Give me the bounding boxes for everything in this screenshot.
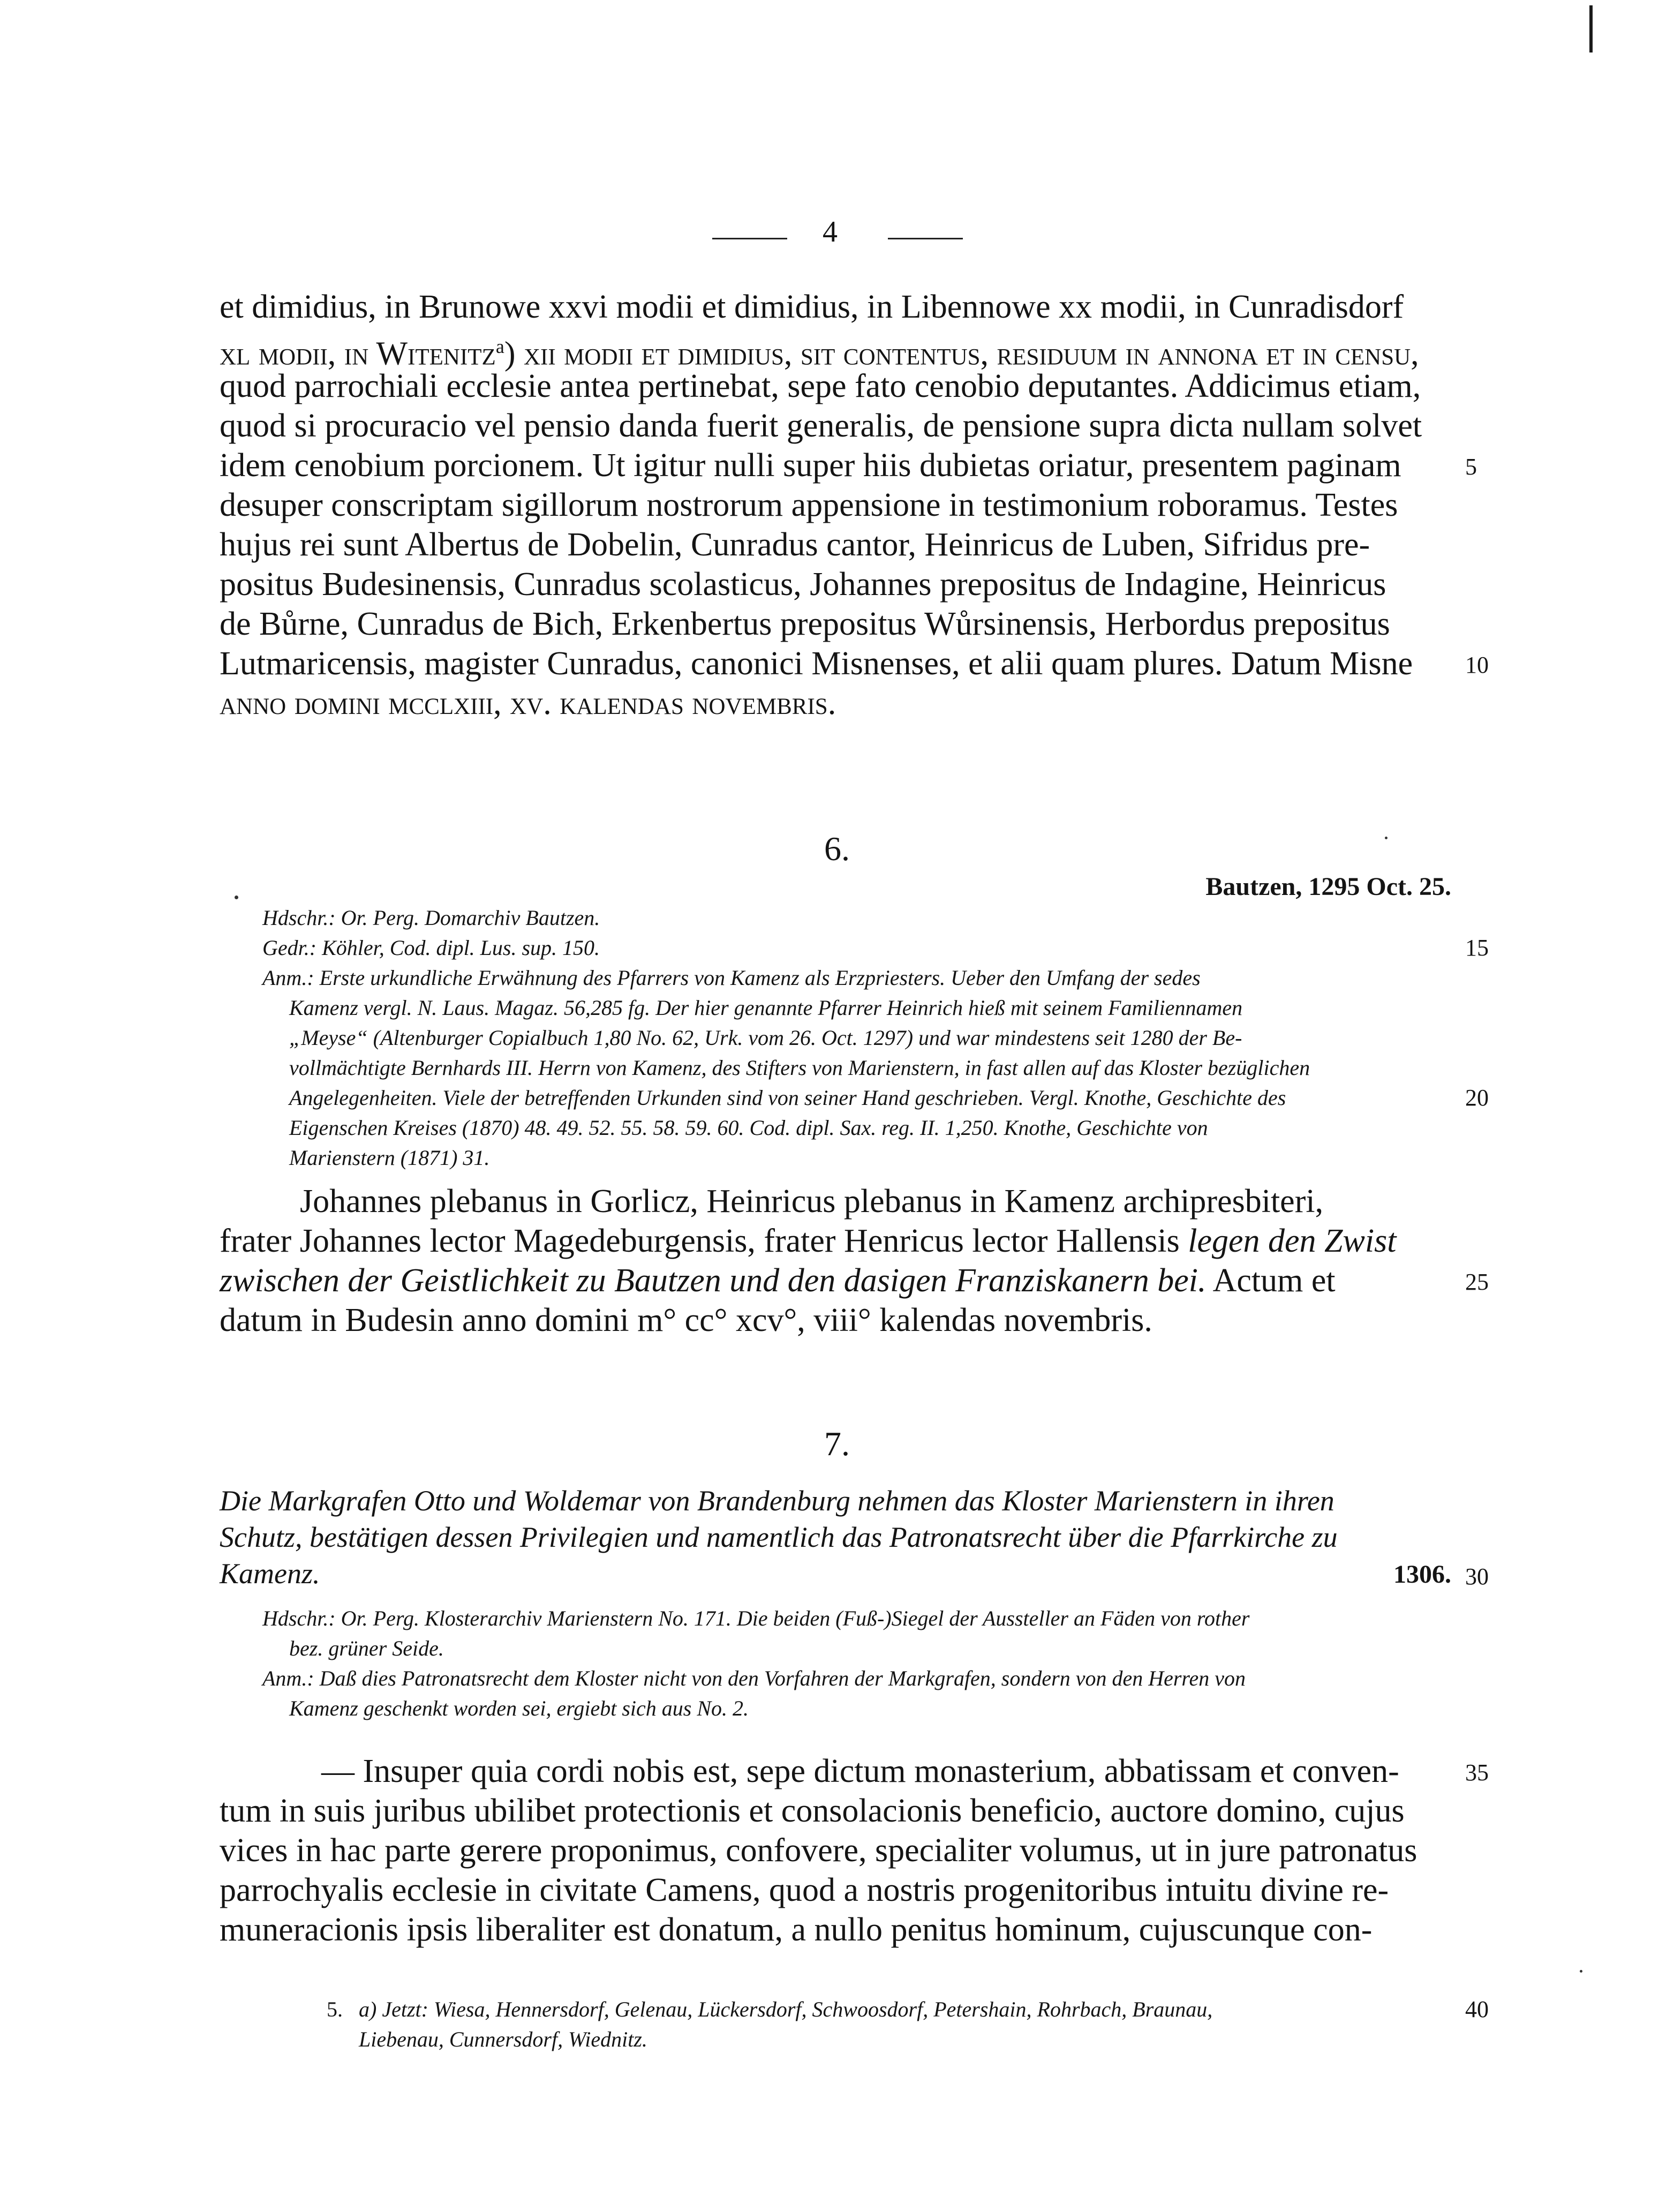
margin-line-number: 30 xyxy=(1465,1563,1489,1590)
regest-line: Die Markgrafen Otto und Woldemar von Brandenburg nehmen das Kloster Marienstern in ihren xyxy=(220,1485,1334,1517)
text-line: Lutmaricensis, magister Cunradus, canonici Misnenses, et alii quam plures. Datum Misne xyxy=(220,645,1413,682)
regest-line: Kamenz. xyxy=(220,1558,320,1590)
text-line: de Bůrne, Cunradus de Bich, Erkenbertus prepositus Wůrsinensis, Herbordus prepositus xyxy=(220,606,1390,642)
text-line: desuper conscriptam sigillorum nostrorum appensione in testimonium roboramus. Testes xyxy=(220,487,1398,523)
document-year: 1306. xyxy=(1393,1560,1451,1589)
print-speck xyxy=(1385,837,1388,839)
note-line: Hdschr.: Or. Perg. Domarchiv Bautzen. xyxy=(262,906,600,930)
note-line: Hdschr.: Or. Perg. Klosterarchiv Marienstern No. 171. Die beiden (Fuß-)Siegel der Aussteller an Fäden von rother xyxy=(262,1606,1250,1630)
text-segment: xl modii, in Witenitz xyxy=(220,335,496,372)
text-line: datum in Budesin anno domini m° cc° xcv°, viii° kalendas novembris. xyxy=(220,1302,1152,1338)
document-number: 6. xyxy=(824,830,850,868)
text-line: idem cenobium porcionem. Ut igitur nulli super hiis dubietas oriatur, presentem paginam xyxy=(220,447,1401,484)
text-line xyxy=(220,1261,1336,1300)
text-line: tum in suis juribus ubilibet protectionis et consolacionis beneficio, auctore domino, cujus xyxy=(220,1793,1405,1829)
margin-line-number: 35 xyxy=(1465,1759,1489,1786)
note-line: Marienstern (1871) 31. xyxy=(289,1146,490,1170)
text-segment: frater Johannes lector Magedeburgensis, frater Henricus lector Hallensis xyxy=(220,1223,1180,1259)
page-number-header xyxy=(0,213,1674,251)
text-line: quod si procuracio vel pensio danda fuerit generalis, de pensione supra dicta nullam solvet xyxy=(220,408,1422,444)
margin-line-number: 10 xyxy=(1465,652,1489,678)
text-line: Johannes plebanus in Gorlicz, Heinricus plebanus in Kamenz archipresbiteri, xyxy=(300,1183,1324,1220)
margin-line-number: 40 xyxy=(1465,1996,1489,2022)
regest-line: Schutz, bestätigen dessen Privilegien und namentlich das Patronatsrecht über die Pfarrkirche zu xyxy=(220,1521,1338,1553)
footnote-marker: a xyxy=(495,336,504,357)
document-number: 7. xyxy=(824,1425,850,1463)
note-line: bez. grüner Seide. xyxy=(289,1636,444,1660)
text-line: et dimidius, in Brunowe xxvi modii et dimidius, in Libennowe xx modii, in Cunradisdorf xyxy=(220,289,1404,325)
text-line: parrochyalis ecclesie in civitate Camens, quod a nostris progenitoribus intuitu divine re- xyxy=(220,1872,1389,1908)
print-speck xyxy=(1580,1970,1582,1973)
footnote-line: Liebenau, Cunnersdorf, Wiednitz. xyxy=(359,2027,647,2051)
text-line xyxy=(220,1221,1396,1261)
text-line: quod parrochiali ecclesie antea pertinebat, sepe fato cenobio deputantes. Addicimus etiam, xyxy=(220,368,1421,404)
footnote-line: a) Jetzt: Wiesa, Hennersdorf, Gelenau, Lückersdorf, Schwoosdorf, Petershain, Rohrbach, Braunau, xyxy=(359,1997,1213,2021)
text-segment: Actum et xyxy=(1212,1262,1336,1299)
margin-line-number: 5 xyxy=(1465,454,1477,480)
footnote-marker: 5. xyxy=(327,1997,343,2021)
place-date: Bautzen, 1295 Oct. 25. xyxy=(1205,872,1451,901)
print-speck xyxy=(235,896,238,899)
note-line: vollmächtigte Bernhards III. Herrn von Kamenz, des Stifters von Marienstern, in fast allen auf das Kloster bezüglichen xyxy=(289,1056,1310,1080)
text-segment: ) xii modii et dimidius, sit contentus, residuum in annona et in censu, xyxy=(504,335,1419,372)
page-number-dash-right xyxy=(888,238,963,239)
german-summary: legen den Zwist xyxy=(1188,1223,1397,1259)
note-line: Kamenz vergl. N. Laus. Magaz. 56,285 fg. Der hier genannte Pfarrer Heinrich hieß mit seinem Familiennamen xyxy=(289,996,1243,1020)
margin-line-number: 20 xyxy=(1465,1085,1489,1111)
text-line: anno domini mcclxiii, xv. kalendas novembris. xyxy=(220,685,836,721)
note-line: Angelegenheiten. Viele der betreffenden Urkunden sind von seiner Hand geschrieben. Vergl. Knothe, Geschichte des xyxy=(289,1086,1286,1110)
note-line: „Meyse“ (Altenburger Copialbuch 1,80 No. 62, Urk. vom 26. Oct. 1297) und war mindestens seit 1280 der Be- xyxy=(289,1026,1242,1050)
margin-line-number: 25 xyxy=(1465,1269,1489,1295)
page-number-dash-left xyxy=(712,238,787,239)
note-line: Eigenschen Kreises (1870) 48. 49. 52. 55. 58. 59. 60. Cod. dipl. Sax. reg. II. 1,250. Knothe, Geschichte von xyxy=(289,1116,1208,1140)
text-line: muneracionis ipsis liberaliter est donatum, a nullo penitus hominum, cujuscunque con- xyxy=(220,1912,1373,1948)
margin-line-number: 15 xyxy=(1465,935,1489,961)
note-line: Anm.: Erste urkundliche Erwähnung des Pfarrers von Kamenz als Erzpriesters. Ueber den Umfang der sedes xyxy=(262,966,1201,990)
german-summary: zwischen der Geistlichkeit zu Bautzen und den dasigen Franziskanern bei. xyxy=(220,1262,1207,1299)
note-line: Anm.: Daß dies Patronatsrecht dem Kloster nicht von den Vorfahren der Markgrafen, sondern von den Herren von xyxy=(262,1666,1246,1690)
page-number: 4 xyxy=(823,215,838,249)
note-line: Kamenz geschenkt worden sei, ergiebt sich aus No. 2. xyxy=(289,1696,749,1720)
text-line: positus Budesinensis, Cunradus scolasticus, Johannes prepositus de Indagine, Heinricus xyxy=(220,566,1386,603)
text-line: hujus rei sunt Albertus de Dobelin, Cunradus cantor, Heinricus de Luben, Sifridus pre- xyxy=(220,526,1370,563)
text-line: vices in hac parte gerere proponimus, confovere, specialiter volumus, ut in jure patronatus xyxy=(220,1832,1417,1869)
scan-edge-mark xyxy=(1589,5,1593,52)
text-line: — Insuper quia cordi nobis est, sepe dictum monasterium, abbatissam et conven- xyxy=(321,1753,1399,1789)
note-line: Gedr.: Köhler, Cod. dipl. Lus. sup. 150. xyxy=(262,936,600,960)
